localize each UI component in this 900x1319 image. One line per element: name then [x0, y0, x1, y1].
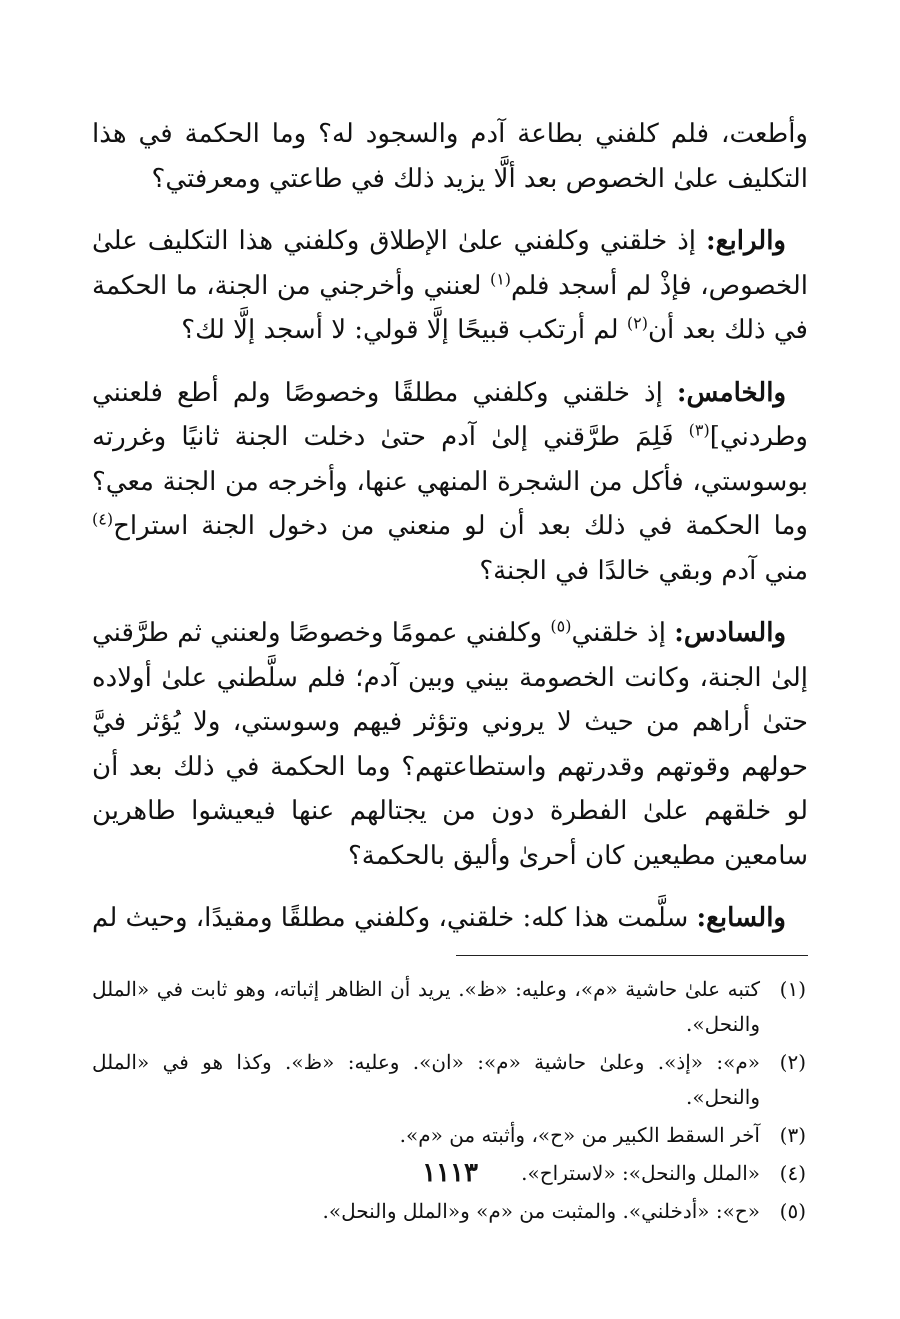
paragraph-text: إذ خلقني وكلفني علىٰ الإطلاق وكلفني هذا التكليف علىٰ الخصوص، فإذْ لم أسجد فلم	[92, 226, 808, 301]
paragraph-fourth	[92, 219, 808, 353]
paragraph-lead: والسابع:	[696, 903, 786, 933]
footnote-number: (٣)	[779, 1122, 806, 1147]
footnote-text: آخر السقط الكبير من «ح»، وأثبته من «م».	[399, 1122, 760, 1147]
footnote-text: «م»: «إذ». وعلىٰ حاشية «م»: «ان». وعليه: «ظ». وكذا هو في «الملل والنحل».	[92, 1049, 760, 1109]
paragraph-1	[92, 112, 808, 201]
paragraph-text: سلَّمت هذا كله: خلقني، وكلفني مطلقًا ومقيدًا، وحيث لم	[92, 903, 697, 933]
footnote-ref[interactable]: (٣)	[688, 420, 710, 440]
page-number: ١١١٣	[422, 1158, 478, 1188]
paragraph-text: لم أرتكب قبيحًا إلَّا قولي: لا أسجد إلَّا لك؟	[181, 315, 627, 345]
footnote-number: (١)	[779, 976, 806, 1001]
footnote-number: (٤)	[779, 1160, 806, 1185]
footnote-text: «ح»: «أدخلني». والمثبت من «م» و«الملل والنحل».	[322, 1198, 760, 1223]
footnote-item	[92, 1045, 808, 1115]
footnote-item	[92, 1118, 808, 1153]
paragraph-lead: والخامس:	[676, 377, 786, 408]
footnote-text: «الملل والنحل»: «لاستراح».	[521, 1160, 760, 1185]
footnote-number: (٢)	[779, 1049, 806, 1074]
paragraph-text: إذ خلقني	[571, 618, 675, 648]
footnote-separator	[456, 955, 808, 956]
footnote-text: كتبه علىٰ حاشية «م»، وعليه: «ظ». يريد أن الظاهر إثباته، وهو ثابت في «الملل والنحل».	[92, 976, 760, 1036]
footnote-ref[interactable]: (٢)	[626, 313, 648, 333]
paragraph-seventh	[92, 896, 808, 941]
footnote-ref[interactable]: (٥)	[550, 616, 572, 636]
page-body	[92, 112, 808, 1232]
paragraph-fifth	[92, 371, 808, 594]
footnote-number: (٥)	[779, 1198, 806, 1223]
paragraph-sixth	[92, 611, 808, 878]
footnotes	[92, 972, 808, 1229]
paragraph-text: فَلِمَ طرَّقني إلىٰ آدم حتىٰ دخلت الجنة ثانيًا وغررته بوسوستي، فأكل من الشجرة المنهي عنها، وأخرجه من الجنة معي؟ وما الحكمة في ذلك بعد أن لو منعني من دخول الجنة استراح	[92, 422, 808, 541]
footnote-item	[92, 1194, 808, 1229]
paragraph-lead: والسادس:	[674, 618, 786, 648]
paragraph-text: مني آدم وبقي خالدًا في الجنة؟	[479, 555, 808, 586]
paragraph-text: لعنني وأخرجني من الجنة، ما الحكمة في ذلك بعد أن	[92, 270, 808, 345]
paragraph-lead: والرابع:	[706, 226, 786, 256]
paragraph-text: وأطعت، فلم كلفني بطاعة آدم والسجود له؟ وما الحكمة في هذا التكليف علىٰ الخصوص بعد ألَّا يزيد ذلك في طاعتي ومعرفتي؟	[92, 119, 808, 194]
footnote-ref[interactable]: (١)	[489, 268, 512, 288]
footnote-ref[interactable]: (٤)	[92, 509, 114, 529]
paragraph-text: وكلفني عمومًا وخصوصًا ولعنني ثم طرَّقني إلىٰ الجنة، وكانت الخصومة بيني وبين آدم؛ فلم سلَّطني علىٰ أولاده حتىٰ أراهم من حيث لا يروني وتؤثر فيهم وسوستي، ولا يُؤثر فيَّ حولهم وقوتهم وقدرتهم واستطاعتهم؟ وما الحكمة في ذلك بعد أن لو خلقهم علىٰ الفطرة دون من يجتالهم عنها فيعيشوا طاهرين سامعين مطيعين كان أحرىٰ وأليق بالحكمة؟	[92, 618, 808, 871]
paragraph-text: إذ خلقني وكلفني مطلقًا وخصوصًا ولم أطع فلعنني وطردني]	[92, 377, 808, 452]
footnote-item	[92, 972, 808, 1042]
